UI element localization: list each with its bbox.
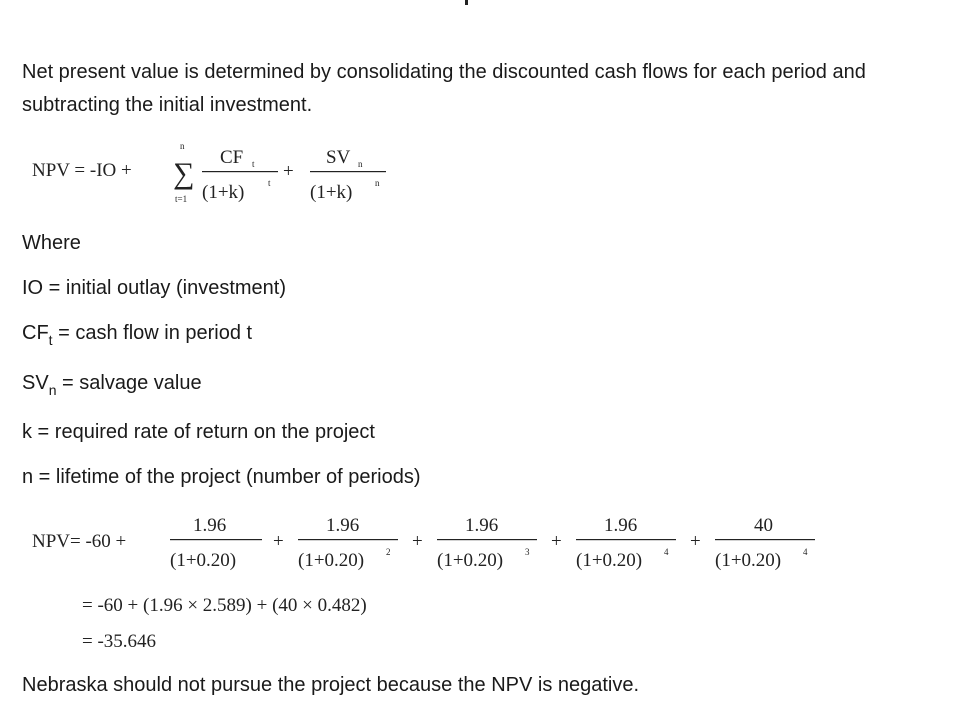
term-sup: 4: [803, 547, 808, 557]
term-sup: 2: [386, 547, 391, 557]
sum-upper: n: [180, 141, 185, 151]
plus-sign: +: [273, 531, 284, 552]
def-symbol: SV: [22, 372, 49, 394]
term-num: 40: [754, 515, 773, 536]
plus-sign: +: [690, 531, 701, 552]
where-label: Where: [22, 232, 81, 254]
definition-item: [22, 465, 421, 490]
term-num: 1.96: [604, 515, 638, 536]
intro-line-2: subtracting the initial investment.: [22, 94, 313, 116]
frac2-bar: [310, 171, 386, 172]
definition-item: [22, 420, 375, 445]
def-sub: n: [48, 382, 57, 398]
calc-lhs: NPV= -60 +: [32, 531, 127, 552]
frac1-num: CF: [220, 147, 244, 168]
term-den: (1+0.20): [576, 550, 643, 571]
frac2-num: SV: [326, 147, 351, 168]
definition-item: [22, 276, 286, 301]
plus-sign: +: [551, 531, 562, 552]
frac2-num-sub: n: [358, 159, 363, 169]
def-symbol: CF: [22, 322, 49, 344]
formula-plus: +: [283, 161, 294, 182]
def-text: = required rate of return on the project: [32, 421, 375, 443]
definition-item: [22, 321, 252, 346]
def-text: = cash flow in period t: [52, 322, 253, 344]
frac1-den: (1+k): [202, 182, 245, 203]
term-bar: [576, 539, 676, 540]
formula-lhs: NPV = -IO +: [32, 160, 132, 181]
plus-sign: +: [412, 531, 423, 552]
term-den: (1+0.20): [715, 550, 782, 571]
top-edge-mark: [465, 0, 468, 5]
term-num: 1.96: [326, 515, 360, 536]
term-bar: [170, 539, 262, 540]
term-bar: [715, 539, 815, 540]
sum-lower: t=1: [175, 194, 188, 204]
def-text: = lifetime of the project (number of periods): [33, 466, 421, 488]
definition-item: [22, 371, 202, 396]
calc-line-3: = -35.646: [82, 631, 157, 652]
def-symbol: IO: [22, 277, 44, 299]
frac2-den-sup: n: [375, 178, 380, 188]
term-sup: 4: [664, 547, 669, 557]
intro-line-1: Net present value is determined by consolidating the discounted cash flows for each period and: [22, 61, 866, 83]
sum-symbol: ∑: [173, 157, 195, 190]
def-symbol: k: [22, 421, 32, 443]
term-num: 1.96: [465, 515, 499, 536]
term-den: (1+0.20): [437, 550, 504, 571]
term-den: (1+0.20): [298, 550, 365, 571]
term-num: 1.96: [193, 515, 227, 536]
frac1-den-sup: t: [268, 178, 271, 188]
frac2-den: (1+k): [310, 182, 353, 203]
frac1-num-sub: t: [252, 159, 255, 169]
term-den: (1+0.20): [170, 550, 237, 571]
npv-calculation: [30, 505, 830, 655]
def-sub: t: [48, 332, 53, 348]
calc-line-2: = -60 + (1.96 × 2.589) + (40 × 0.482): [82, 595, 367, 616]
def-text: = salvage value: [56, 372, 202, 394]
def-text: = initial outlay (investment): [43, 277, 287, 299]
term-bar: [298, 539, 398, 540]
frac1-bar: [202, 171, 278, 172]
term-sup: 3: [525, 547, 530, 557]
conclusion: Nebraska should not pursue the project because the NPV is negative.: [22, 674, 640, 696]
term-bar: [437, 539, 537, 540]
npv-formula: [30, 138, 390, 210]
def-symbol: n: [22, 466, 34, 488]
